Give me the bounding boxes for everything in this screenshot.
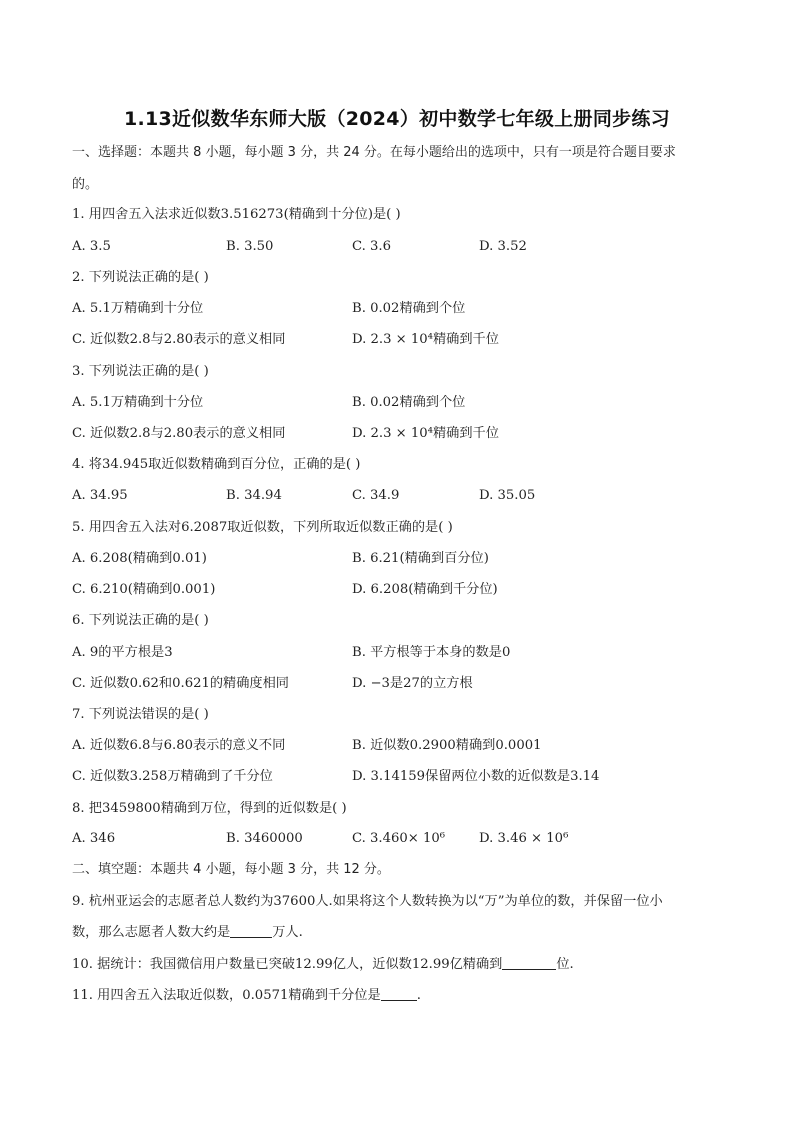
question-11 [72,986,421,1006]
question-1-option-a: A. 3.5 [72,239,111,254]
question-8-option-b: B. 3460000 [226,831,303,846]
question-4-stem: 4. 将34.945取近似数精确到百分位，正确的是( ) [72,457,361,472]
question-2-option-b: B. 0.02精确到个位 [352,301,466,316]
question-9-line1: 9. 杭州亚运会的志愿者总人数约为37600人.如果将这个人数转换为以“万”为单位的数，并保留一位小 [72,894,663,909]
section-heading-fill: 二、填空题：本题共 4 小题，每小题 3 分，共 12 分。 [72,862,390,877]
page-title: 1.13近似数华东师大版（2024）初中数学七年级上册同步练习 [123,108,671,130]
question-4-option-d: D. 35.05 [479,488,536,503]
question-6-option-c: C. 近似数0.62和0.621的精确度相同 [72,676,289,691]
question-6-stem: 6. 下列说法正确的是( ) [72,613,209,628]
question-6-option-a: A. 9的平方根是3 [72,645,173,660]
question-10-text-before-blank: 10. 据统计：我国微信用户数量已突破12.99亿人，近似数12.99亿精确到 [72,957,503,972]
question-7-option-d: D. 3.14159保留两位小数的近似数是3.14 [352,769,600,784]
question-6-option-b: B. 平方根等于本身的数是0 [352,645,511,660]
question-7-stem: 7. 下列说法错误的是( ) [72,707,209,722]
question-9-line2 [72,923,303,943]
section-heading-choice: 一、选择题：本题共 8 小题，每小题 3 分，共 24 分。在每小题给出的选项中，只有一项是符合题目要求 [72,145,676,160]
question-9-text-after-blank: 万人. [272,925,303,940]
question-3-option-a: A. 5.1万精确到十分位 [72,395,204,410]
question-8-option-d: D. 3.46 × 10⁶ [479,831,569,846]
question-5-option-d: D. 6.208(精确到千分位) [352,582,498,597]
section-heading-choice-cont: 的。 [72,177,99,192]
question-2-option-c: C. 近似数2.8与2.80表示的意义相同 [72,332,286,347]
question-10 [72,955,574,975]
question-7-option-c: C. 近似数3.258万精确到了千分位 [72,769,273,784]
question-2-option-d: D. 2.3 × 10⁴精确到千位 [352,332,499,347]
question-6-option-d: D. −3是27的立方根 [352,676,473,691]
question-11-text-before-blank: 11. 用四舍五入法取近似数，0.0571精确到千分位是 [72,988,381,1003]
question-2-stem: 2. 下列说法正确的是( ) [72,270,209,285]
question-1-option-c: C. 3.6 [352,239,391,254]
question-1-stem: 1. 用四舍五入法求近似数3.516273(精确到十分位)是( ) [72,207,401,222]
question-5-option-c: C. 6.210(精确到0.001) [72,582,216,597]
question-5-stem: 5. 用四舍五入法对6.2087取近似数，下列所取近似数正确的是( ) [72,520,453,535]
question-2-option-a: A. 5.1万精确到十分位 [72,301,204,316]
question-1-option-d: D. 3.52 [479,239,527,254]
question-5-option-b: B. 6.21(精确到百分位) [352,551,489,566]
question-10-text-after-blank: 位. [556,957,574,972]
question-7-option-a: A. 近似数6.8与6.80表示的意义不同 [72,738,286,753]
question-4-option-b: B. 34.94 [226,488,282,503]
question-3-option-b: B. 0.02精确到个位 [352,395,466,410]
question-4-option-a: A. 34.95 [72,488,128,503]
question-7-option-b: B. 近似数0.2900精确到0.0001 [352,738,542,753]
question-3-stem: 3. 下列说法正确的是( ) [72,364,209,379]
question-9-text-before-blank: 数，那么志愿者人数大约是 [72,925,231,940]
question-10-answer-blank[interactable] [502,955,556,970]
question-8-stem: 8. 把3459800精确到万位，得到的近似数是( ) [72,801,347,816]
question-8-option-a: A. 346 [72,831,116,846]
question-9-answer-blank[interactable] [230,923,272,938]
question-8-option-c: C. 3.460× 10⁶ [352,831,446,846]
question-3-option-d: D. 2.3 × 10⁴精确到千位 [352,426,499,441]
question-4-option-c: C. 34.9 [352,488,400,503]
question-11-text-after-blank: . [416,988,421,1003]
question-5-option-a: A. 6.208(精确到0.01) [72,551,207,566]
question-1-option-b: B. 3.50 [226,239,274,254]
question-11-answer-blank[interactable] [381,986,417,1001]
question-3-option-c: C. 近似数2.8与2.80表示的意义相同 [72,426,286,441]
